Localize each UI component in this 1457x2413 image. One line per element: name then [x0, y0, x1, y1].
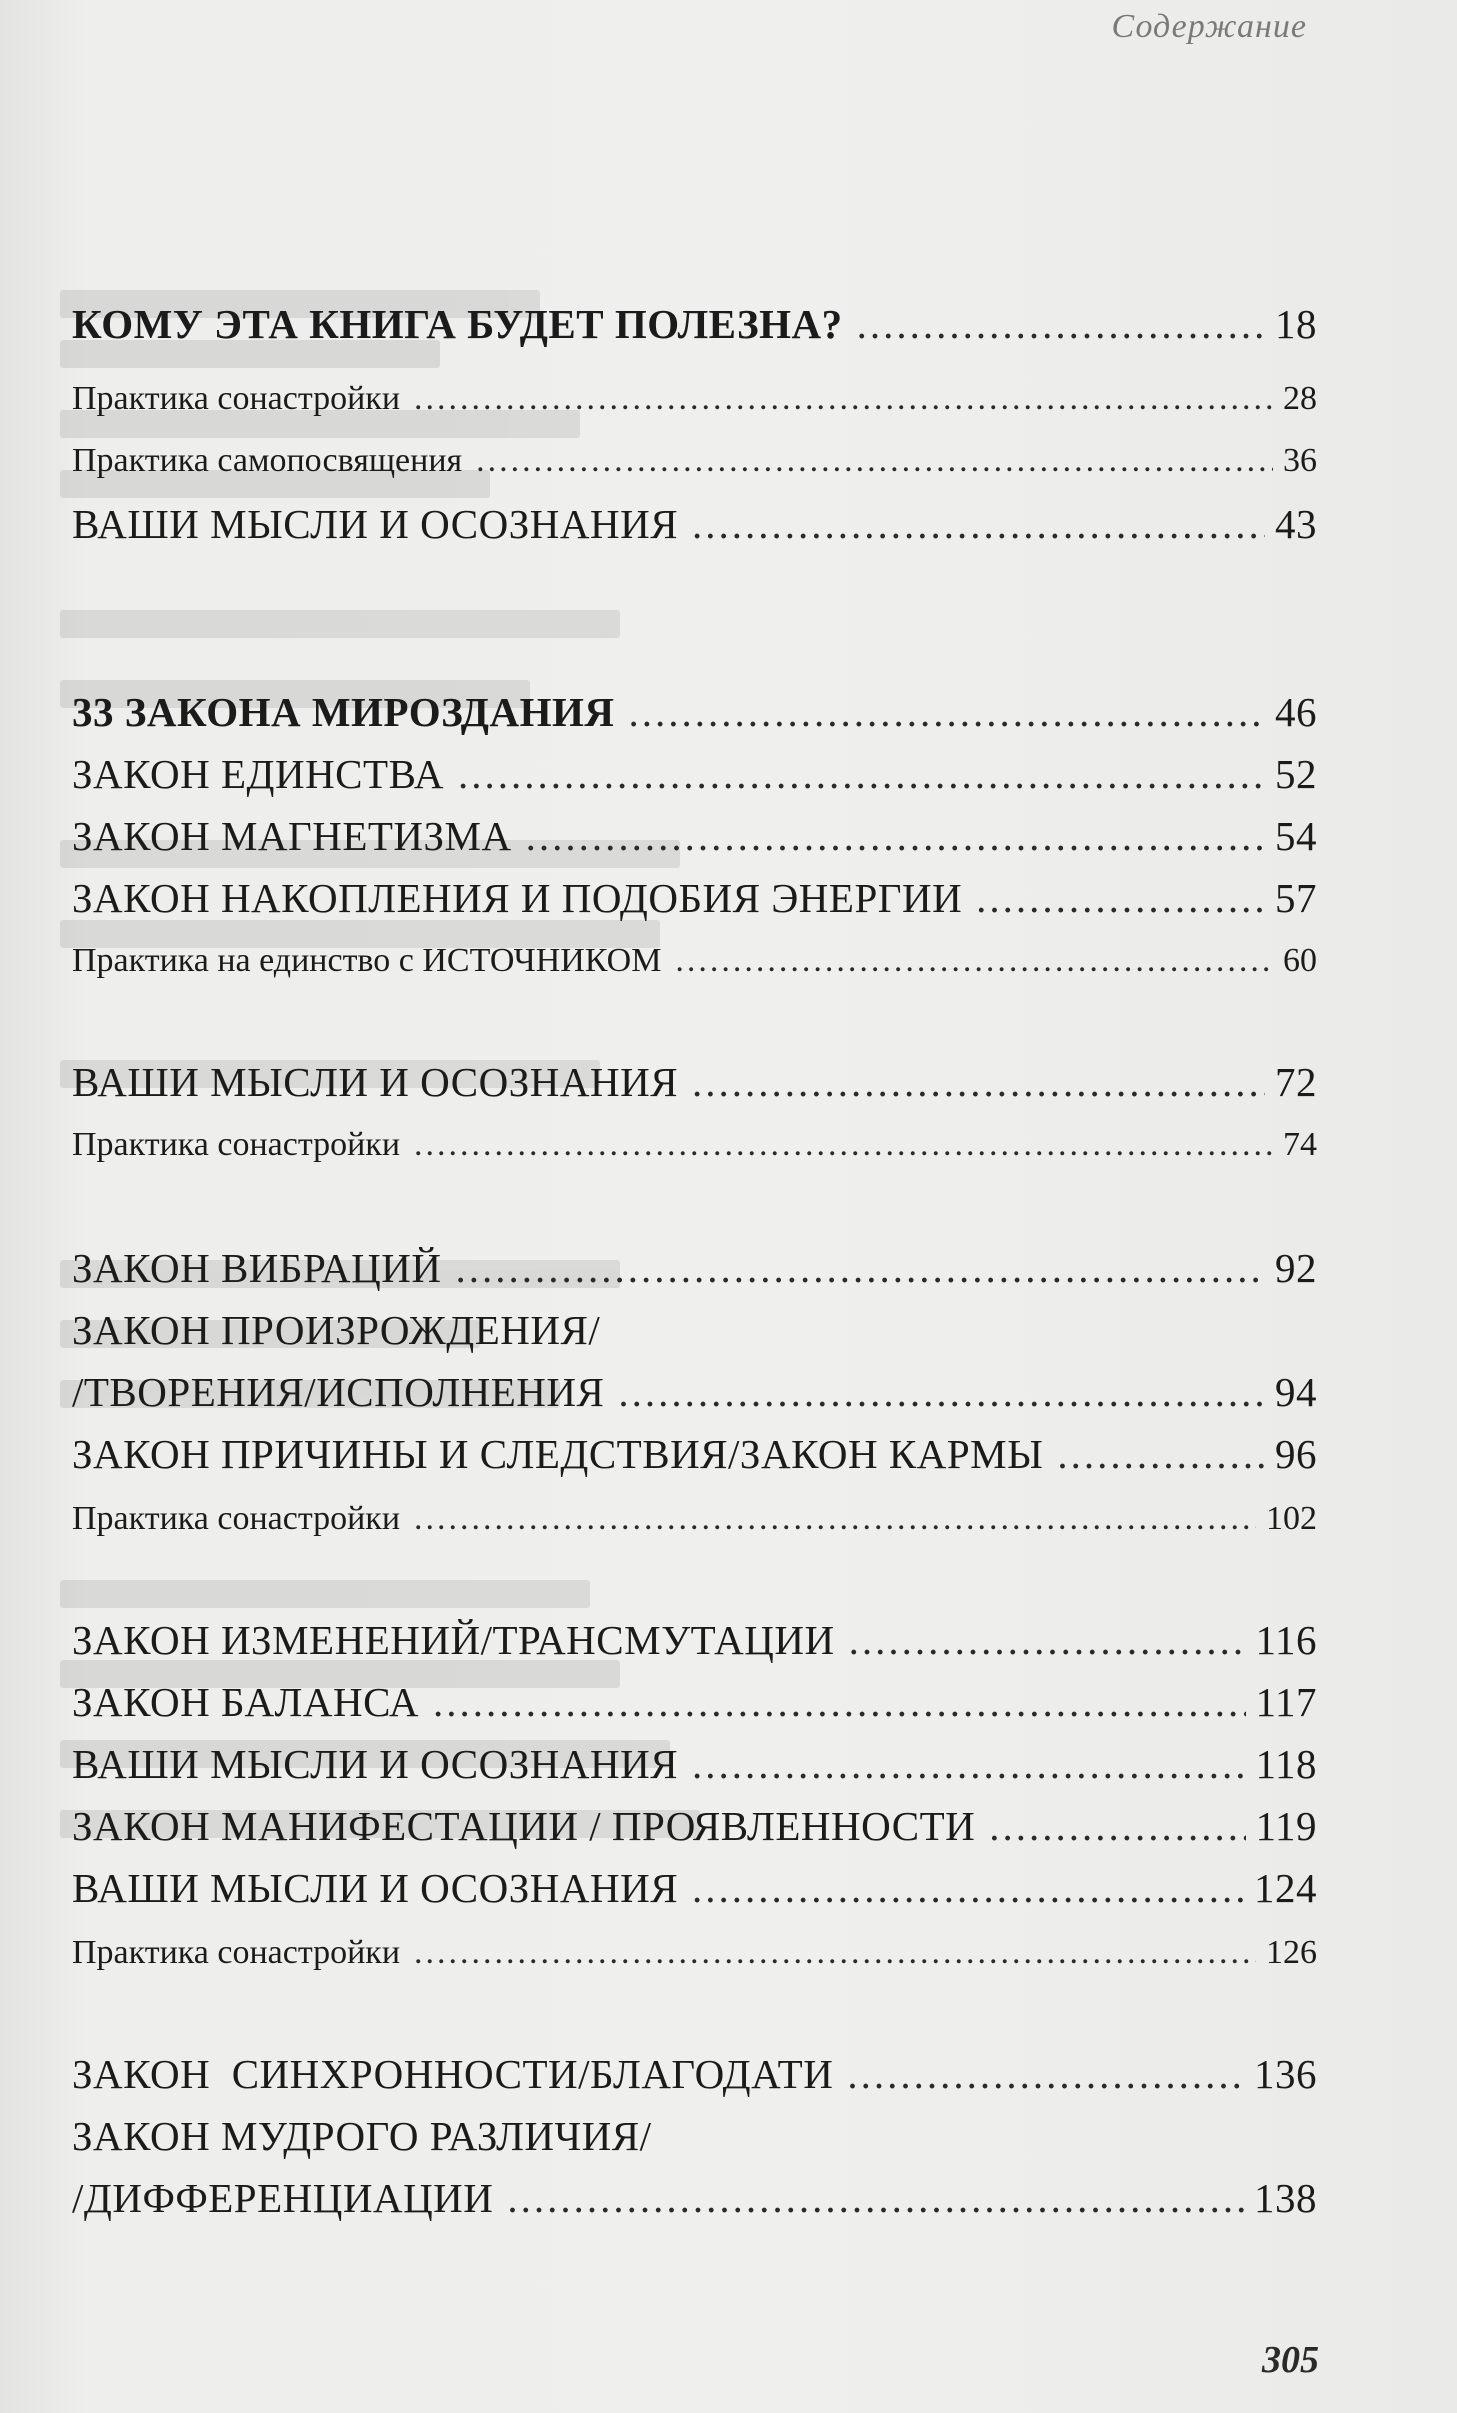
toc-entry-title: ЗАКОН ЕДИНСТВА	[72, 751, 444, 797]
toc-entry-title: ЗАКОН НАКОПЛЕНИЯ И ПОДОБИЯ ЭНЕРГИИ	[72, 875, 963, 921]
dot-leader	[414, 1126, 1273, 1164]
toc-entry-page: 102	[1266, 1500, 1317, 1537]
dot-leader	[458, 750, 1265, 798]
toc-entry-page: 43	[1275, 501, 1317, 547]
page-number: 305	[1262, 2339, 1319, 2381]
toc-entry-title: КОМУ ЭТА КНИГА БУДЕТ ПОЛЕЗНА?	[72, 301, 843, 347]
toc-entry-title: ЗАКОН МАНИФЕСТАЦИИ / ПРОЯВЛЕННОСТИ	[72, 1803, 976, 1849]
toc-entry-title: ВАШИ МЫСЛИ И ОСОЗНАНИЯ	[72, 1741, 679, 1787]
running-header: Содержание	[1111, 8, 1307, 45]
toc-entry-page: 124	[1254, 1865, 1317, 1911]
toc-entry	[72, 874, 1317, 922]
toc-entry-title: ВАШИ МЫСЛИ И ОСОЗНАНИЯ	[72, 1865, 679, 1911]
dot-leader	[433, 1678, 1246, 1726]
toc-entry-title: Практика сонастройки	[72, 1500, 401, 1537]
dot-leader	[526, 812, 1265, 860]
dot-leader	[476, 442, 1273, 480]
toc-entry-page: 72	[1275, 1059, 1317, 1105]
toc-entry	[72, 2174, 1317, 2222]
toc-entry-page: 119	[1255, 1803, 1317, 1849]
toc-entry-page: 117	[1255, 1679, 1317, 1725]
toc-entry	[72, 1678, 1317, 1726]
toc-entry	[72, 750, 1317, 798]
toc-entry	[72, 942, 1317, 980]
toc-entry-page: 46	[1275, 689, 1317, 735]
dot-leader	[618, 1368, 1265, 1416]
toc-entry-page: 18	[1275, 301, 1317, 347]
toc-entry-page: 116	[1255, 1617, 1317, 1663]
toc-entry-title: ЗАКОН МУДРОГО РАЗЛИЧИЯ/	[72, 2113, 652, 2159]
toc-entry-page: 126	[1266, 1934, 1317, 1971]
dot-leader	[455, 1244, 1265, 1292]
dot-leader	[414, 1934, 1256, 1972]
toc-entry-page: 92	[1275, 1245, 1317, 1291]
toc-entry	[72, 1058, 1317, 1106]
dot-leader	[692, 1740, 1245, 1788]
toc-entry-page: 57	[1275, 875, 1317, 921]
toc-entry-title: ЗАКОН ИЗМЕНЕНИЙ/ТРАНСМУТАЦИИ	[72, 1617, 835, 1663]
toc-entry	[72, 688, 1317, 736]
toc-entry-page: 136	[1254, 2051, 1317, 2097]
toc-entry-title: Практика сонастройки	[72, 1934, 401, 1971]
toc-entry	[72, 2050, 1317, 2098]
toc-entry-title: 33 ЗАКОНА МИРОЗДАНИЯ	[72, 689, 615, 735]
toc-entry	[72, 1740, 1317, 1788]
toc-entry	[72, 2112, 1317, 2160]
toc-entry-title: ЗАКОН ПРОИЗРОЖДЕНИЯ/	[72, 1307, 601, 1353]
toc-entry	[72, 1802, 1317, 1850]
toc-entry-page: 118	[1255, 1741, 1317, 1787]
toc-entry-title: ВАШИ МЫСЛИ И ОСОЗНАНИЯ	[72, 1059, 679, 1105]
dot-leader	[507, 2174, 1244, 2222]
dot-leader	[692, 500, 1265, 548]
toc-entry-title: ЗАКОН МАГНЕТИЗМА	[72, 813, 512, 859]
toc-entry-page: 74	[1283, 1126, 1317, 1163]
dot-leader	[857, 300, 1265, 348]
toc-entry-page: 94	[1275, 1369, 1317, 1415]
toc-entry	[72, 1616, 1317, 1664]
toc-entry-page: 138	[1254, 2175, 1317, 2221]
toc-entry	[72, 1430, 1317, 1478]
toc-entry	[72, 442, 1317, 480]
toc-entry	[72, 500, 1317, 548]
toc-entry-title: Практика сонастройки	[72, 1126, 401, 1163]
toc-entry	[72, 1306, 1317, 1354]
toc-entry	[72, 1864, 1317, 1912]
toc-entry-title: Практика сонастройки	[72, 380, 401, 417]
dot-leader	[675, 942, 1273, 980]
toc-entry	[72, 300, 1317, 348]
toc-entry	[72, 380, 1317, 418]
toc-entry-page: 36	[1283, 442, 1317, 479]
toc-entry-page: 60	[1283, 942, 1317, 979]
toc-entry	[72, 1500, 1317, 1538]
toc-entry-page: 54	[1275, 813, 1317, 859]
toc-entry	[72, 1126, 1317, 1164]
toc-entry-title: ЗАКОН ПРИЧИНЫ И СЛЕДСТВИЯ/ЗАКОН КАРМЫ	[72, 1431, 1044, 1477]
dot-leader	[628, 688, 1265, 736]
toc-entry	[72, 812, 1317, 860]
toc-entry-page: 96	[1275, 1431, 1317, 1477]
toc-entry-title: ЗАКОН СИНХРОННОСТИ/БЛАГОДАТИ	[72, 2051, 834, 2097]
toc-entry	[72, 1368, 1317, 1416]
toc-entry	[72, 1934, 1317, 1972]
dot-leader	[849, 1616, 1246, 1664]
toc-entry-title: Практика на единство с ИСТОЧНИКОМ	[72, 942, 662, 979]
toc-entry-title: ЗАКОН БАЛАНСА	[72, 1679, 419, 1725]
toc-entry-title: /ДИФФЕРЕНЦИАЦИИ	[72, 2175, 494, 2221]
toc-entry-title: /ТВОРЕНИЯ/ИСПОЛНЕНИЯ	[72, 1369, 605, 1415]
dot-leader	[414, 380, 1273, 418]
toc-entry-title: ВАШИ МЫСЛИ И ОСОЗНАНИЯ	[72, 501, 679, 547]
toc-entry-title: Практика самопосвящения	[72, 442, 463, 479]
dot-leader	[1057, 1430, 1265, 1478]
dot-leader	[692, 1864, 1244, 1912]
toc-entry	[72, 1244, 1317, 1292]
toc-entry-page: 28	[1283, 380, 1317, 417]
toc-entry-page: 52	[1275, 751, 1317, 797]
dot-leader	[414, 1500, 1256, 1538]
dot-leader	[692, 1058, 1265, 1106]
dot-leader	[989, 1802, 1245, 1850]
dot-leader	[847, 2050, 1244, 2098]
dot-leader	[976, 874, 1265, 922]
toc-entry-title: ЗАКОН ВИБРАЦИЙ	[72, 1245, 442, 1291]
